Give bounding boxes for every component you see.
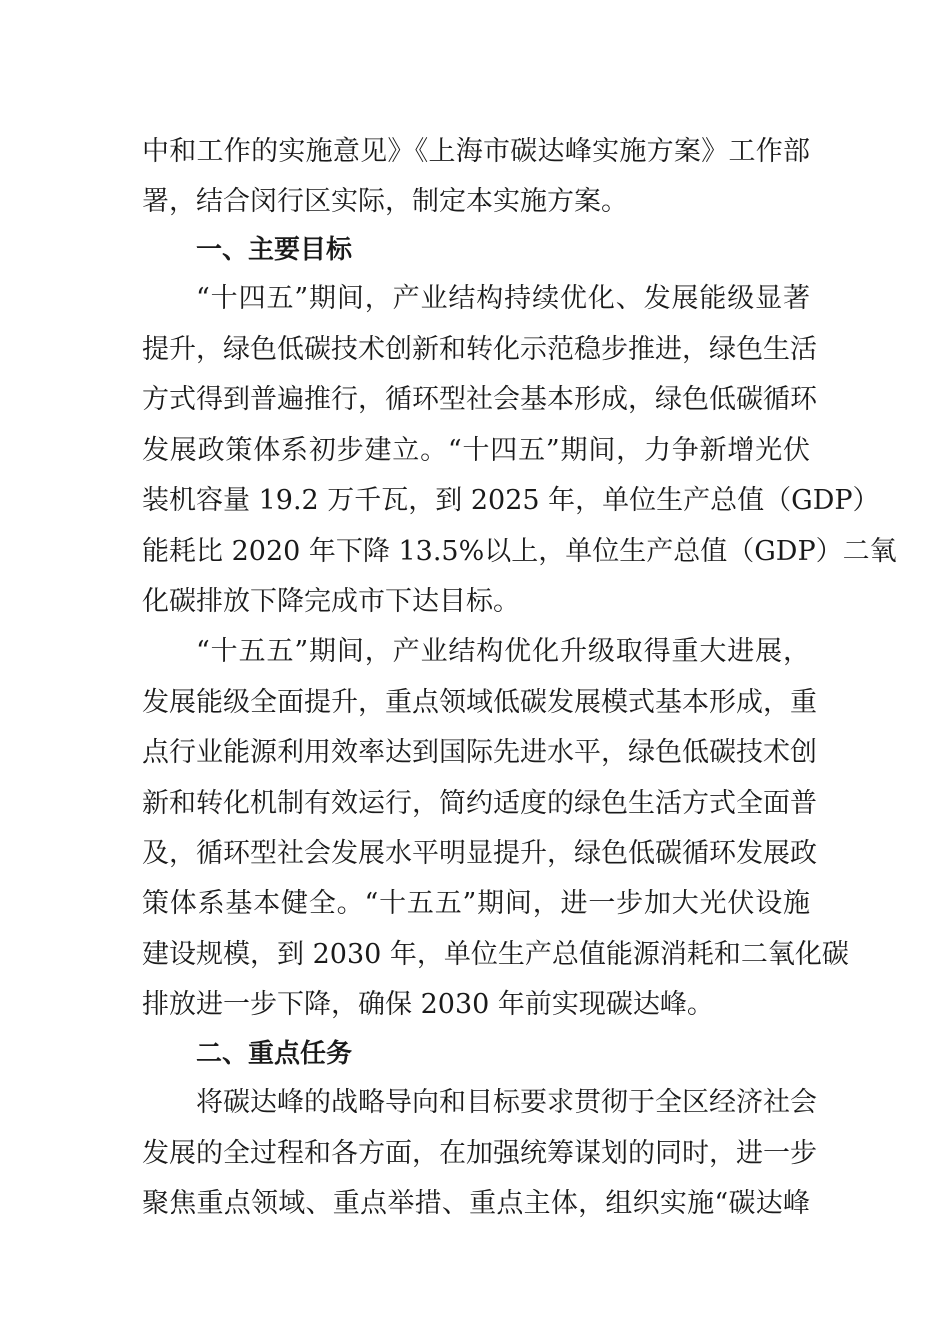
paragraph-line: “十四五”期间，产业结构持续优化、发展能级显著 bbox=[196, 283, 810, 314]
paragraph-line: 点行业能源利用效率达到国际先进水平，绿色低碳技术创 bbox=[142, 737, 817, 768]
section-heading-key-tasks: 二、重点任务 bbox=[196, 1039, 353, 1069]
paragraph-line: “十五五”期间，产业结构优化升级取得重大进展， bbox=[196, 636, 810, 667]
paragraph-line: 将碳达峰的战略导向和目标要求贯彻于全区经济社会 bbox=[196, 1087, 817, 1118]
paragraph-line: 中和工作的实施意见》《上海市碳达峰实施方案》工作部 bbox=[142, 136, 810, 167]
paragraph-line: 排放进一步下降，确保 2030 年前实现碳达峰。 bbox=[142, 989, 714, 1020]
paragraph-line: 提升，绿色低碳技术创新和转化示范稳步推进，绿色生活 bbox=[142, 334, 817, 365]
paragraph-line: 聚焦重点领域、重点举措、重点主体，组织实施“碳达峰 bbox=[142, 1188, 810, 1219]
paragraph-line: 发展的全过程和各方面，在加强统筹谋划的同时，进一步 bbox=[142, 1138, 817, 1169]
paragraph-line: 策体系基本健全。“十五五”期间，进一步加大光伏设施 bbox=[142, 888, 810, 919]
paragraph-line: 能耗比 2020 年下降 13.5%以上，单位生产总值（GDP）二氧 bbox=[142, 536, 897, 567]
paragraph-line: 新和转化机制有效运行，简约适度的绿色生活方式全面普 bbox=[142, 788, 817, 819]
paragraph-line: 装机容量 19.2 万千瓦，到 2025 年，单位生产总值（GDP） bbox=[142, 485, 880, 516]
paragraph-line: 方式得到普遍推行，循环型社会基本形成，绿色低碳循环 bbox=[142, 384, 817, 415]
section-heading-main-goals: 一、主要目标 bbox=[196, 235, 353, 265]
paragraph-line: 发展能级全面提升，重点领域低碳发展模式基本形成，重 bbox=[142, 687, 817, 718]
paragraph-line: 建设规模，到 2030 年，单位生产总值能源消耗和二氧化碳 bbox=[142, 939, 849, 970]
paragraph-line: 化碳排放下降完成市下达目标。 bbox=[142, 586, 520, 617]
paragraph-line: 发展政策体系初步建立。“十四五”期间，力争新增光伏 bbox=[142, 435, 810, 466]
paragraph-line: 及，循环型社会发展水平明显提升，绿色低碳循环发展政 bbox=[142, 838, 817, 869]
paragraph-line: 署，结合闵行区实际，制定本实施方案。 bbox=[142, 186, 628, 217]
